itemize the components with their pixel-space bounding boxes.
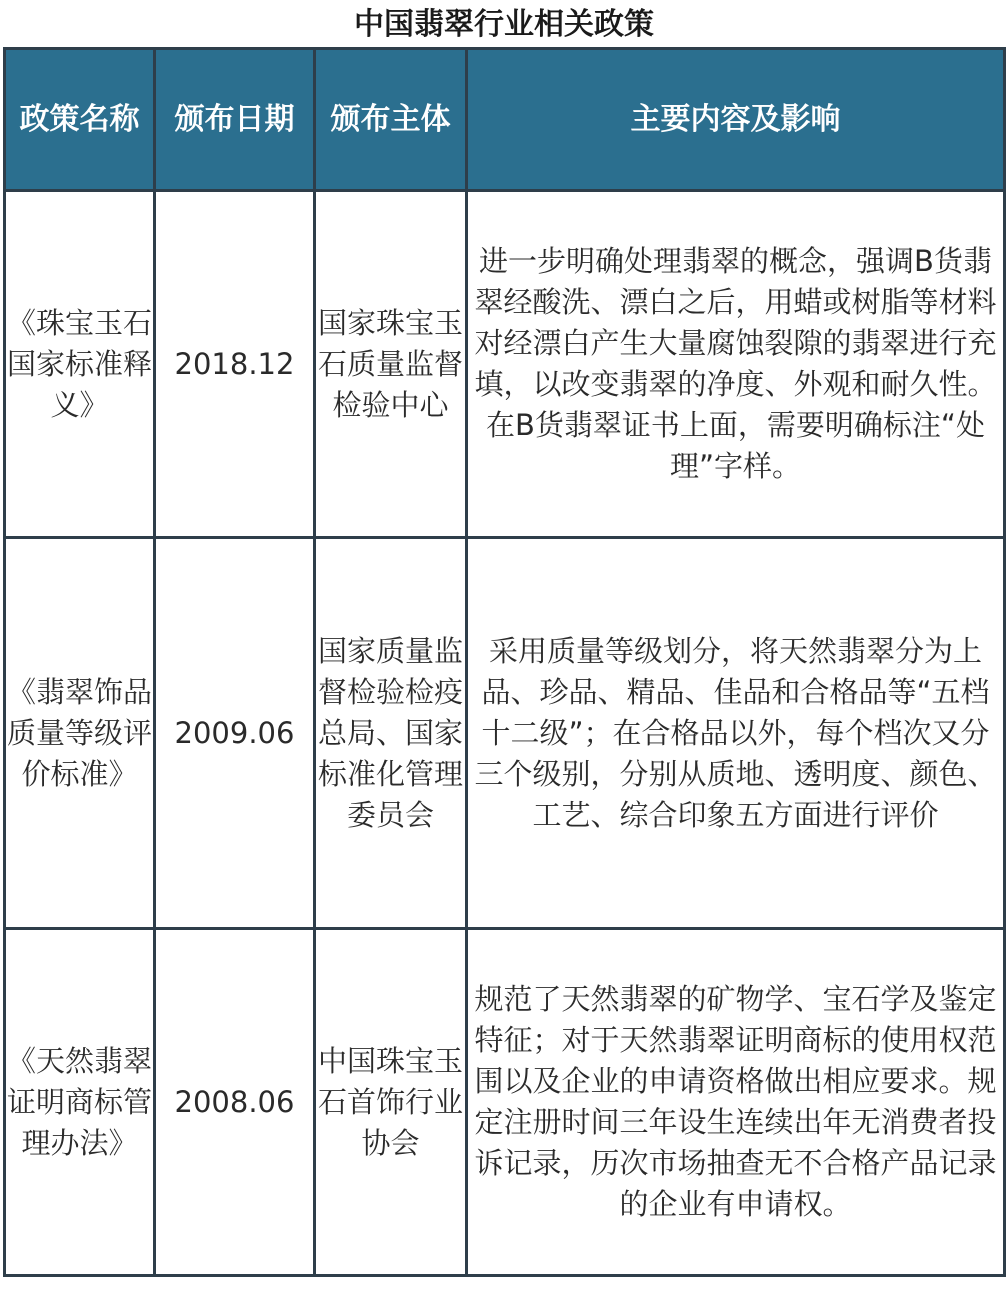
issue-date-cell: 2018.12 — [155, 191, 315, 538]
content-cell: 采用质量等级划分，将天然翡翠分为上品、珍品、精品、佳品和合格品等“五档十二级”；在合格品以外，每个档次又分三个级别，分别从质地、透明度、颜色、工艺、综合印象五方面进行评价 — [467, 538, 1005, 929]
issuer-cell: 国家质量监督检验检疫总局、国家标准化管理委员会 — [315, 538, 467, 929]
header-policy-name: 政策名称 — [5, 49, 155, 191]
policy-name-cell: 《天然翡翠证明商标管理办法》 — [5, 929, 155, 1276]
issue-date-cell: 2008.06 — [155, 929, 315, 1276]
table-row — [5, 191, 1005, 538]
policy-name-cell: 《珠宝玉石国家标准释义》 — [5, 191, 155, 538]
table-row — [5, 538, 1005, 929]
policy-table — [3, 47, 1006, 1277]
issue-date-cell: 2009.06 — [155, 538, 315, 929]
content-cell: 进一步明确处理翡翠的概念，强调B货翡翠经酸洗、漂白之后，用蜡或树脂等材料对经漂白产生大量腐蚀裂隙的翡翠进行充填，以改变翡翠的净度、外观和耐久性。在B货翡翠证书上面，需要明确标注“处理”字样。 — [467, 191, 1005, 538]
issuer-cell: 中国珠宝玉石首饰行业协会 — [315, 929, 467, 1276]
header-issue-date: 颁布日期 — [155, 49, 315, 191]
table-header-row — [5, 49, 1005, 191]
content-cell: 规范了天然翡翠的矿物学、宝石学及鉴定特征；对于天然翡翠证明商标的使用权范围以及企业的申请资格做出相应要求。规定注册时间三年设生连续出年无消费者投诉记录，历次市场抽查无不合格产品记录的企业有申请权。 — [467, 929, 1005, 1276]
page-title: 中国翡翠行业相关政策 — [354, 7, 654, 42]
policy-name-cell: 《翡翠饰品质量等级评价标准》 — [5, 538, 155, 929]
header-content: 主要内容及影响 — [467, 49, 1005, 191]
issuer-cell: 国家珠宝玉石质量监督检验中心 — [315, 191, 467, 538]
table-row — [5, 929, 1005, 1276]
header-issuer: 颁布主体 — [315, 49, 467, 191]
